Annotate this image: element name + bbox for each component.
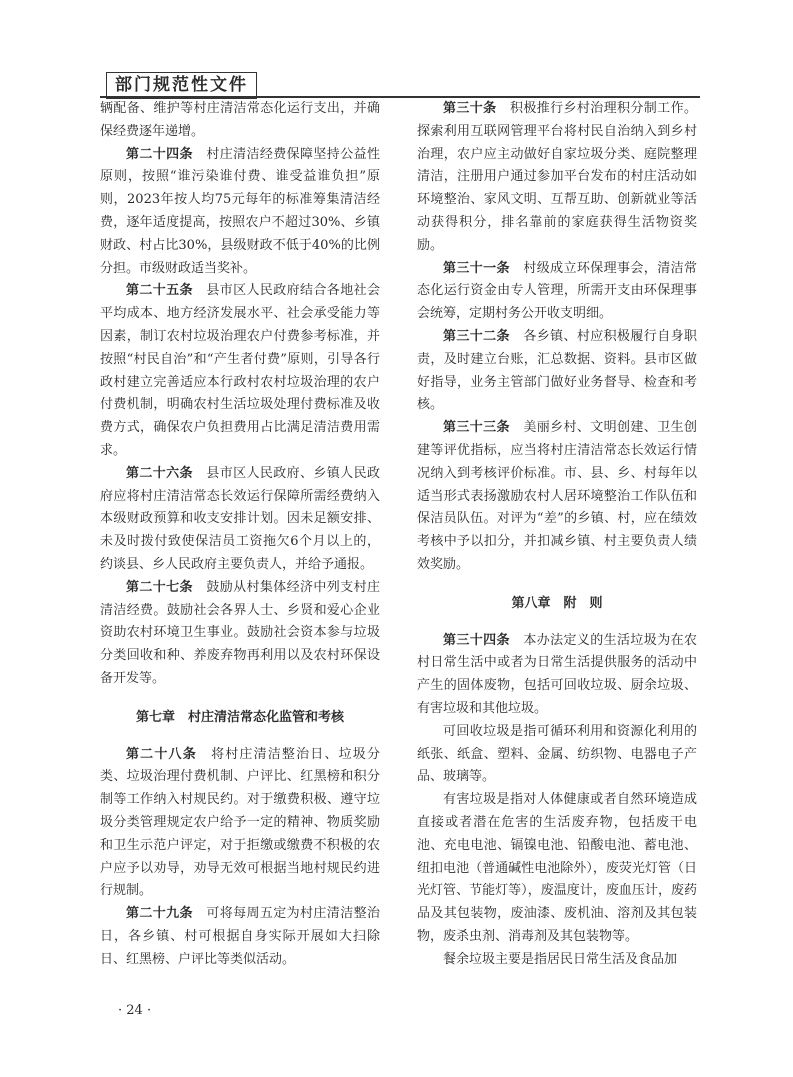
paragraph: 餐余垃圾主要是指居民日常生活及食品加 bbox=[443, 951, 678, 967]
article-29 bbox=[100, 903, 380, 971]
article-label: 第三十条 bbox=[443, 101, 497, 116]
article-31 bbox=[417, 258, 697, 326]
article-text: 鼓励从村集体经济中列支村庄清洁经费。鼓励社会各界人士、乡贤和爱心企业资助农村环境卫生事业。鼓励社会资本参与垃圾分类回收和种、养废弃物再利用以及农村环保设备开发等。 bbox=[100, 579, 380, 686]
paragraph: 可回收垃圾是指可循环利用和资源化利用的纸张、纸盒、塑料、金属、纺织物、电器电子产品、玻璃等。 bbox=[417, 723, 697, 785]
article-24 bbox=[100, 144, 380, 281]
article-34 bbox=[417, 630, 697, 721]
article-label: 第二十四条 bbox=[126, 146, 193, 162]
article-27 bbox=[100, 577, 380, 691]
running-header bbox=[100, 70, 700, 100]
article-label: 第二十七条 bbox=[126, 579, 193, 595]
article-25 bbox=[100, 280, 380, 462]
article-label: 第二十六条 bbox=[126, 465, 193, 481]
article-28 bbox=[100, 744, 380, 904]
article-text: 本办法定义的生活垃圾为在农村日常生活中或者为日常生活提供服务的活动中产生的固体废物，包括可回收垃圾、厨余垃圾、有害垃圾和其他垃圾。 bbox=[417, 632, 697, 716]
article-label: 第三十四条 bbox=[443, 632, 510, 648]
article-text: 村级成立环保理事会，清洁常态化运行资金由专人管理，所需开支由环保理事会统筹，定期村务公开收支明细。 bbox=[417, 260, 697, 322]
article-text: 积极推行乡村治理积分制工作。探索利用互联网管理平台将村民自治纳入到乡村治理，农户应主动做好自家垃圾分类、庭院整理清洁，注册用户通过参加平台发布的村庄活动如环境整治、家风文明、互帮互助、创新就业等活动获得积分，排名靠前的家庭获得生活物资奖励。 bbox=[417, 101, 697, 253]
section-title: 部门规范性文件 bbox=[106, 72, 257, 99]
article-label: 第二十八条 bbox=[126, 746, 197, 762]
right-column bbox=[417, 98, 697, 971]
chapter-heading: 第七章 村庄清洁常态化监管和考核 bbox=[135, 709, 344, 725]
left-column bbox=[100, 98, 380, 971]
article-label: 第三十二条 bbox=[443, 328, 510, 344]
paragraph: 辆配备、维护等村庄清洁常态化运行支出，并确保经费逐年递增。 bbox=[100, 101, 380, 139]
article-text: 可将每周五定为村庄清洁整治日，各乡镇、村可根据自身实际开展如大扫除日、红黑榜、户评比等类似活动。 bbox=[100, 906, 380, 967]
article-text: 美丽乡村、文明创建、卫生创建等评优指标，应当将村庄清洁常态长效运行情况纳入到考核评价标准。市、县、乡、村每年以适当形式表扬激励农村人居环境整治工作队伍和保洁员队伍。对评为“差”的乡镇、村，应在绩效考核中予以扣分，并扣减乡镇、村主要负责人绩效奖励。 bbox=[417, 420, 697, 572]
paragraph: 有害垃圾是指对人体健康或者自然环境造成直接或者潜在危害的生活废弃物，包括废干电池、充电电池、镉镍电池、铅酸电池、蓄电池、纽扣电池（普通碱性电池除外），废荧光灯管（日光灯管、节能灯等），废温度计，废血压计，废药品及其包装物，废油漆、废机油、溶剂及其包装物，废杀虫剂、消毒剂及其包装物等。 bbox=[417, 792, 697, 944]
article-text: 县市区人民政府、乡镇人民政府应将村庄清洁常态长效运行保障所需经费纳入本级财政预算和收支安排计划。因未足额安排、未及时拨付致使保洁员工资拖欠6个月以上的，约谈县、乡人民政府主要负责人，并给予通报。 bbox=[100, 465, 380, 572]
chapter-heading: 第八章 附 则 bbox=[511, 595, 603, 611]
article-33 bbox=[417, 417, 697, 577]
article-label: 第三十三条 bbox=[443, 420, 510, 436]
article-text: 县市区人民政府结合各地社会平均成本、地方经济发展水平、社会承受能力等因素，制订农村垃圾治理农户付费参考标准，并按照“村民自治”和“产生者付费”原则，引导各行政村建立完善适应本行政村农村垃圾治理的农户付费机制，明确农村生活垃圾处理付费标准及收费方式，确保农户负担费用占比满足清洁费用需求。 bbox=[100, 283, 380, 458]
article-26 bbox=[100, 463, 380, 577]
article-text: 各乡镇、村应积极履行自身职责，及时建立台账，汇总数据、资料。县市区做好指导，业务主管部门做好业务督导、检查和考核。 bbox=[417, 328, 697, 413]
article-text: 村庄清洁经费保障坚持公益性原则，按照“谁污染谁付费、谁受益谁负担”原则，2023年按人均75元每年的标准筹集清洁经费，逐年适度提高，按照农户不超过30%、乡镇财政、村占比30%，县级财政不低于40%的比例分担。市级财政适当奖补。 bbox=[100, 146, 380, 276]
article-label: 第二十九条 bbox=[126, 906, 193, 922]
article-label: 第二十五条 bbox=[126, 283, 193, 299]
page-number: · 24 · bbox=[118, 1003, 152, 1018]
article-30 bbox=[417, 98, 697, 258]
article-32 bbox=[417, 326, 697, 417]
article-text: 将村庄清洁整治日、垃圾分类、垃圾治理付费机制、户评比、红黑榜和积分制等工作纳入村规民约。对于缴费积极、遵守垃圾分类管理规定农户给予一定的精神、物质奖励和卫生示范户评定，对于拒缴或缴费不积极的农户应予以劝导，劝导无效可根据当地村规民约进行规制。 bbox=[100, 746, 380, 899]
article-label: 第三十一条 bbox=[443, 260, 510, 276]
